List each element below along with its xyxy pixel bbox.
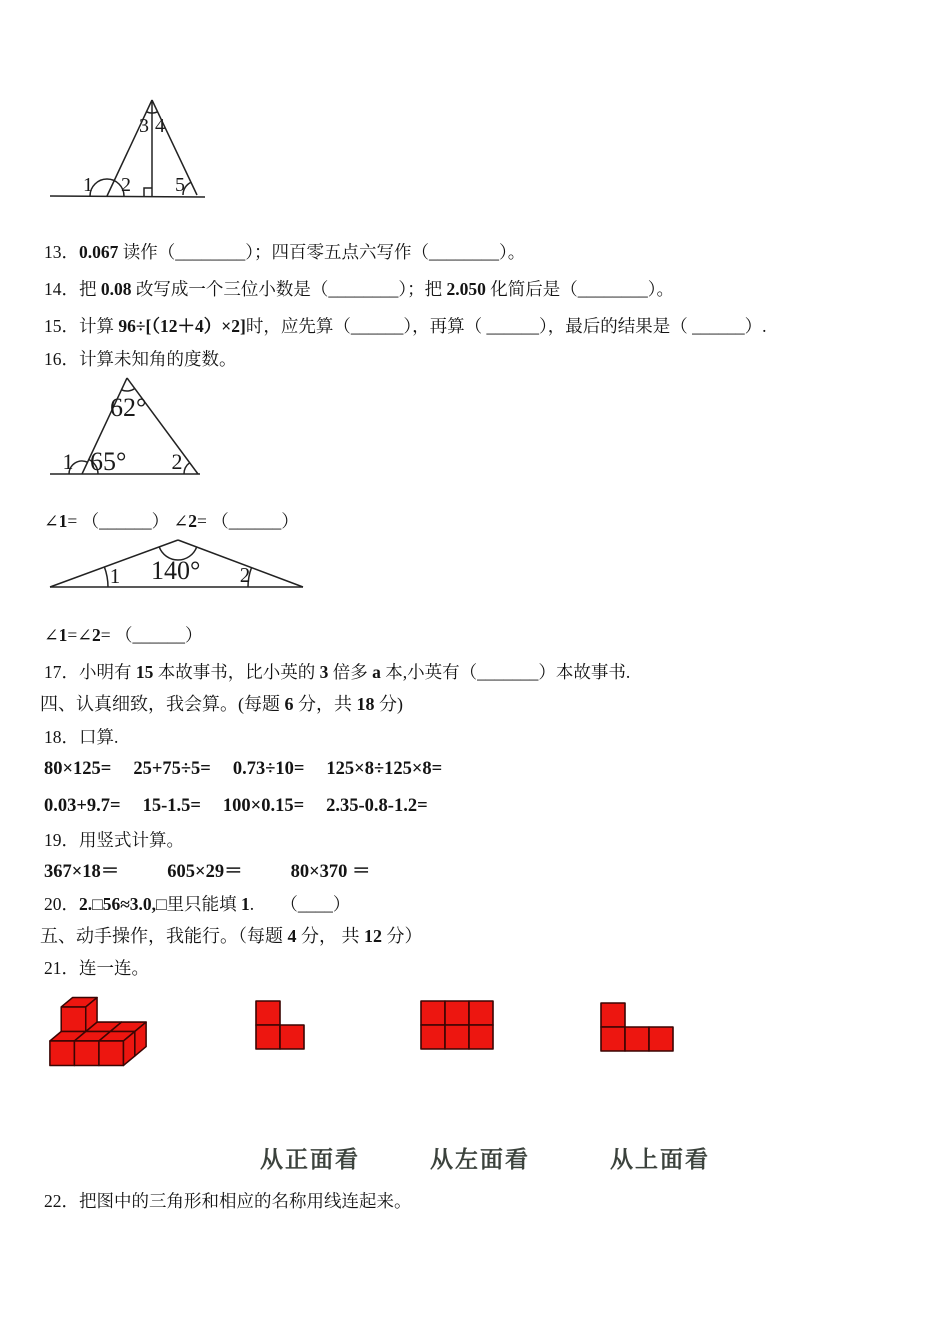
question-15: 15．计算 96÷[（12＋4）×2]时，应先算（______），再算（ ______），最后的结果是（ ______）. (44, 316, 767, 336)
view-label-front: 从正面看 (260, 1147, 360, 1172)
angle-answer-line-1: ∠1= （______） ∠2= （______） (44, 511, 299, 531)
vertical-calc-row: 367×18＝ 605×29＝ 80×370 ＝ (44, 862, 371, 882)
figure-cube-stack-3d (48, 988, 148, 1075)
angle-label-2: 2 (171, 449, 183, 474)
cube-faces (50, 998, 146, 1066)
angle-label-4: 4 (155, 115, 165, 137)
square-cells (421, 1001, 493, 1049)
apex-angle-label: 140° (151, 556, 201, 585)
base-angle-label: 65° (90, 447, 127, 476)
angle-label-1: 1 (109, 564, 121, 588)
section-5-header: 五、动手操作，我能行。（每题 4 分， 共 12 分） (40, 926, 423, 946)
figure-view-left-shape (420, 1000, 496, 1052)
angle-label-2: 2 (121, 174, 131, 196)
question-13: 13．0.067 读作（________）；四百零五点六写作（________）。 (44, 242, 526, 262)
figure-triangle-140 (45, 536, 310, 594)
angle-label-1: 1 (83, 174, 93, 196)
question-22: 22．把图中的三角形和相应的名称用线连起来。 (44, 1191, 412, 1211)
view-label-top: 从上面看 (610, 1147, 710, 1172)
angle-label-1: 1 (62, 449, 74, 474)
angle-label-3: 3 (139, 115, 149, 137)
oral-calc-row-1: 80×125= 25+75÷5= 0.73÷10= 125×8÷125×8= (44, 759, 443, 779)
question-16: 16．计算未知角的度数。 (44, 349, 237, 369)
question-21: 21．连一连。 (44, 958, 149, 978)
question-14: 14．把 0.08 改写成一个三位小数是（________）；把 2.050 化简后是（________）。 (44, 279, 674, 299)
square-cells (601, 1003, 673, 1051)
question-18: 18．口算. (44, 727, 119, 747)
figure-triangle-five-angles (42, 90, 217, 208)
figure-triangle-62-65 (38, 374, 218, 484)
question-17: 17．小明有 15 本故事书，比小英的 3 倍多 a 本,小英有（_______）本故事书. (44, 662, 631, 682)
angle-answer-line-2: ∠1=∠2= （______） (44, 625, 203, 645)
angle-label-2: 2 (239, 563, 251, 587)
question-20: 20．2.□56≈3.0,□里只能填 1. （____） (44, 894, 351, 914)
section-4-header: 四、认真细致，我会算。(每题 6 分，共 18 分) (40, 694, 403, 714)
figure-view-front-shape (255, 1000, 307, 1052)
figure-view-top-shape (600, 1002, 676, 1054)
apex-angle-label: 62° (110, 393, 147, 422)
square-cells (256, 1001, 304, 1049)
question-19: 19．用竖式计算。 (44, 830, 184, 850)
oral-calc-row-2: 0.03+9.7= 15-1.5= 100×0.15= 2.35-0.8-1.2= (44, 796, 428, 816)
angle-label-5: 5 (175, 174, 185, 196)
view-label-left: 从左面看 (430, 1147, 530, 1172)
